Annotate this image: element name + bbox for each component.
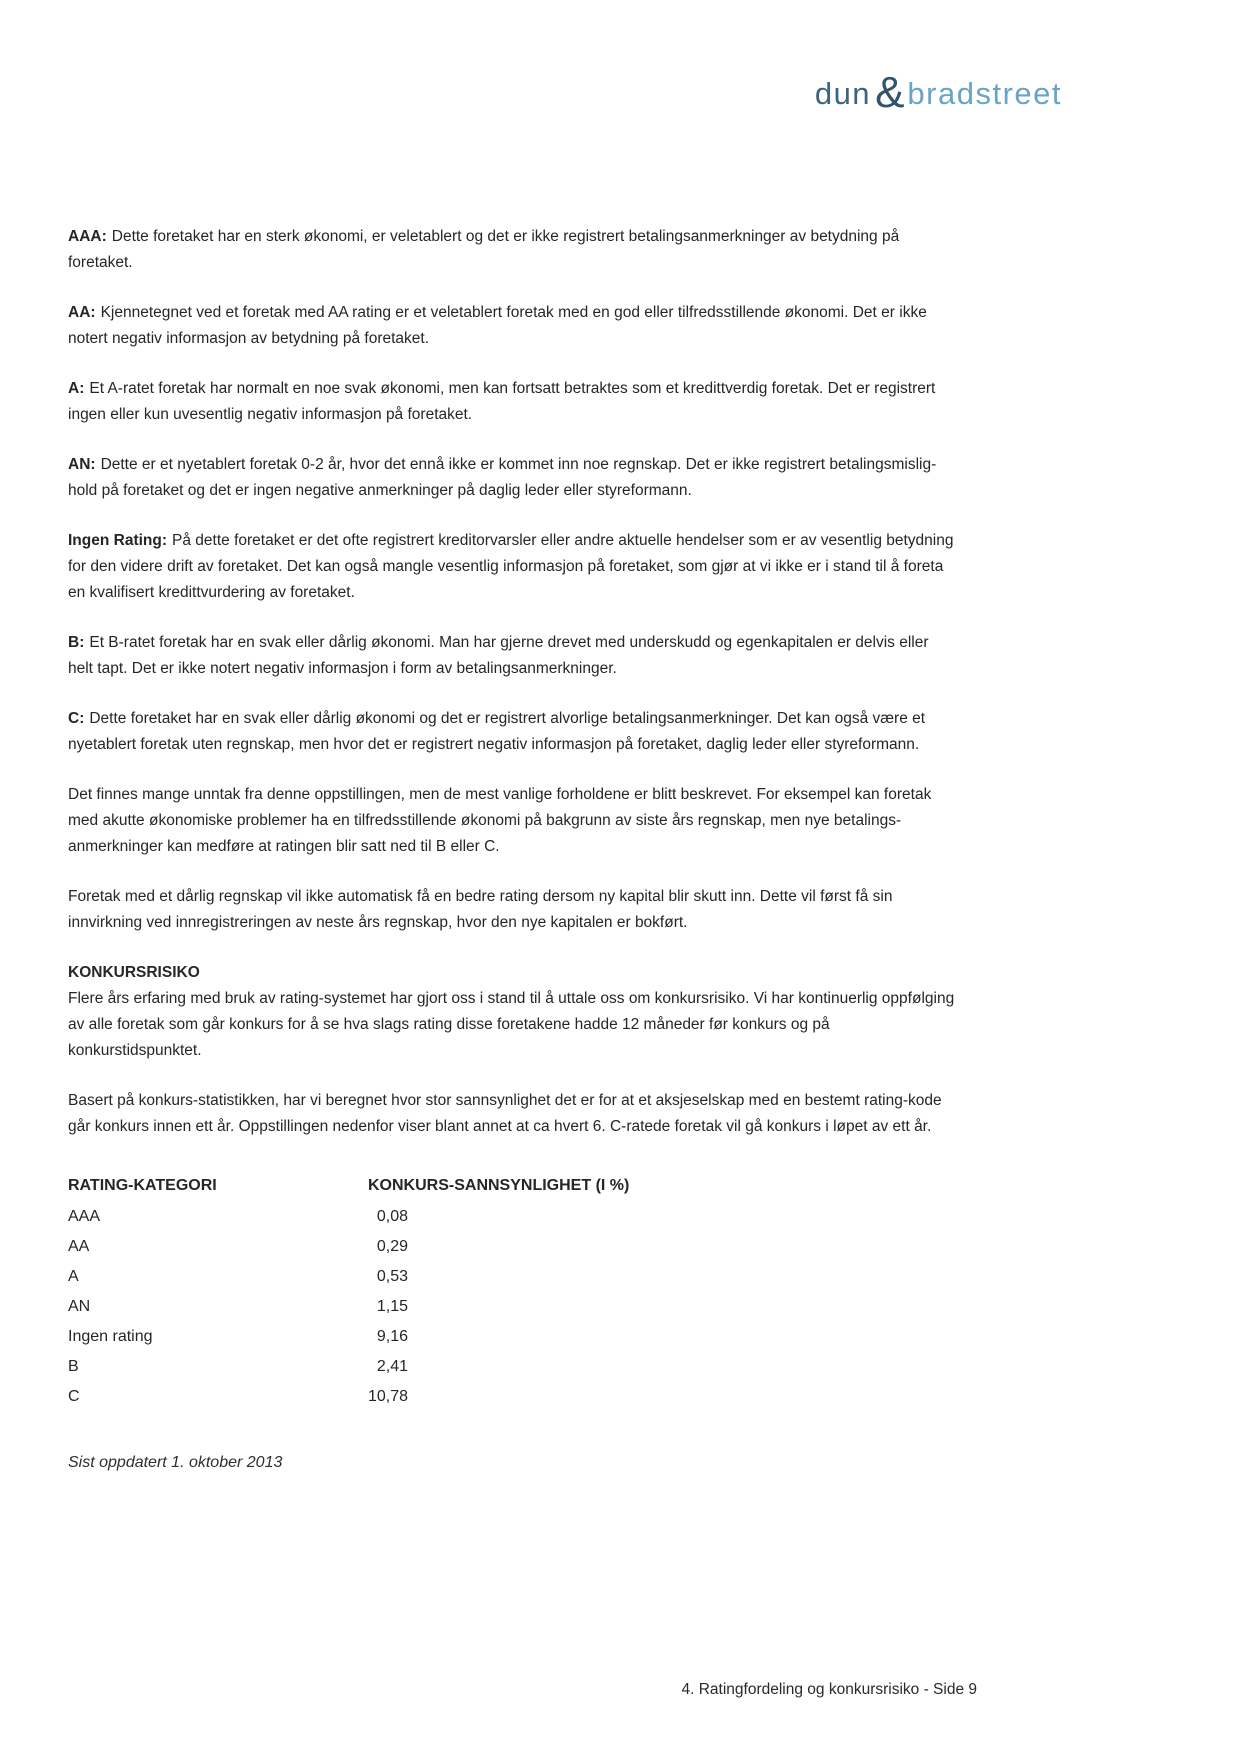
rating-text-c: Dette foretaket har en svak eller dårlig økonomi og det er registrert alvorlige betalingsanmerkninger. Det kan også være et nyetablert foretak uten regnskap, men hvor det er registrert negativ informasjon på foretaket, daglig leder eller styreformann. xyxy=(68,710,926,753)
table-cell-category: AAA xyxy=(68,1208,101,1225)
rating-label-ingen-rating: Ingen Rating: xyxy=(68,532,168,549)
rating-probability-table xyxy=(68,1170,956,1412)
last-updated-note: Sist oppdatert 1. oktober 2013 xyxy=(68,1454,283,1471)
table-row xyxy=(68,1322,956,1352)
rating-label-c: C: xyxy=(68,710,85,727)
table-cell-probability: 0,08 xyxy=(376,1208,408,1225)
table-cell-category: Ingen rating xyxy=(68,1328,153,1345)
rating-label-b: B: xyxy=(68,634,85,651)
rating-text-aaa: Dette foretaket har en sterk økonomi, er veletablert og det er ikke registrert betalingsanmerkninger av betydning på foretaket. xyxy=(68,228,900,271)
table-cell-probability: 10,78 xyxy=(368,1388,409,1405)
table-header-row xyxy=(68,1170,956,1202)
paragraph-konkursrisiko-2: Basert på konkurs-statistikken, har vi beregnet hvor stor sannsynlighet det er for at et aksjeselskap med en bestemt rating-kode går konkurs innen ett år. Oppstillingen nedenfor viser blant annet at ca hvert 6. C-ratede foretak vil gå konkurs i løpet av ett år. xyxy=(68,1092,942,1135)
rating-text-a: Et A-ratet foretak har normalt en noe svak økonomi, men kan fortsatt betraktes som et kredittverdig foretak. Det er registrert ingen eller kun uvesentlig negativ informasjon på foretaket. xyxy=(68,380,936,423)
rating-text-b: Et B-ratet foretak har en svak eller dårlig økonomi. Man har gjerne drevet med underskudd og egenkapitalen er delvis eller helt tapt. Det er ikke notert negativ informasjon i form av betalingsanmerkninger. xyxy=(68,634,929,677)
column-header-konkurs-sannsynlighet: KONKURS-SANNSYNLIGHET (I %) xyxy=(368,1177,630,1194)
paragraph-b xyxy=(68,630,956,682)
paragraph-ingen-rating xyxy=(68,528,956,606)
table-row xyxy=(68,1292,956,1322)
paragraph-konkursrisiko-1: Flere års erfaring med bruk av rating-systemet har gjort oss i stand til å uttale oss om konkursrisiko. Vi har kontinuerlig oppfølging av alle foretak som går konkurs for å se hva slags rating disse foretakene hadde 12 måneder før konkurs og på konkurstidspunktet. xyxy=(68,990,955,1059)
table-row xyxy=(68,1262,956,1292)
paragraph-new-capital xyxy=(68,884,956,936)
logo-text-bradstreet: bradstreet xyxy=(907,76,1062,111)
table-cell-probability: 0,53 xyxy=(376,1268,408,1285)
table-row xyxy=(68,1352,956,1382)
paragraph-aaa xyxy=(68,224,956,276)
rating-text-an: Dette er et nyetablert foretak 0-2 år, hvor det ennå ikke er kommet inn noe regnskap. Det er ikke registrert betalingsmislig- hold på foretaket og det er ingen negative anmerkninger på daglig leder eller styreformann. xyxy=(68,456,937,499)
section-heading-konkursrisiko: KONKURSRISIKO xyxy=(68,964,200,981)
paragraph-aa xyxy=(68,300,956,352)
table-row xyxy=(68,1382,956,1412)
table-cell-probability: 9,16 xyxy=(376,1328,408,1345)
rating-text-ingen-rating: På dette foretaket er det ofte registrert kreditorvarsler eller andre aktuelle hendelser som er av vesentlig betydning for den videre drift av foretaket. Det kan også mangle vesentlig informasjon på foretaket, som gjør at vi ikke er i stand til å foreta en kvalifisert kredittvurdering av foretaket. xyxy=(68,532,954,601)
table-cell-category: AA xyxy=(68,1238,90,1255)
paragraph-an xyxy=(68,452,956,504)
document-body xyxy=(68,224,956,1472)
rating-label-aaa: AAA: xyxy=(68,228,107,245)
paragraph-exceptions xyxy=(68,782,956,860)
table-cell-probability: 0,29 xyxy=(376,1238,408,1255)
paragraph-exceptions-text: Det finnes mange unntak fra denne oppstillingen, men de mest vanlige forholdene er blitt beskrevet. For eksempel kan foretak med akutte økonomiske problemer ha en tilfredsstillende økonomi på bakgrunn av siste års regnskap, men nye betalings- anmerkninger kan medføre at ratingen blir satt ned til B eller C. xyxy=(68,786,932,855)
page-footer: 4. Ratingfordeling og konkursrisiko - Side 9 xyxy=(681,1681,977,1698)
rating-text-aa: Kjennetegnet ved et foretak med AA rating er et veletablert foretak med en god eller tilfredsstillende økonomi. Det er ikke notert negativ informasjon av betydning på foretaket. xyxy=(68,304,927,347)
logo-text-dun: dun xyxy=(814,76,872,111)
dun-bradstreet-logo xyxy=(814,68,1062,117)
table-cell-category: A xyxy=(68,1268,79,1285)
rating-label-an: AN: xyxy=(68,456,96,473)
table-cell-probability: 2,41 xyxy=(376,1358,408,1375)
column-header-rating-kategori: RATING-KATEGORI xyxy=(68,1177,217,1194)
table-row xyxy=(68,1232,956,1262)
table-cell-category: AN xyxy=(68,1298,91,1315)
table-row xyxy=(68,1202,956,1232)
rating-label-aa: AA: xyxy=(68,304,96,321)
table-cell-probability: 1,15 xyxy=(376,1298,408,1315)
paragraph-a xyxy=(68,376,956,428)
table-cell-category: C xyxy=(68,1388,80,1405)
ampersand-icon: & xyxy=(875,68,905,117)
rating-label-a: A: xyxy=(68,380,85,397)
table-cell-category: B xyxy=(68,1358,79,1375)
paragraph-new-capital-text: Foretak med et dårlig regnskap vil ikke automatisk få en bedre rating dersom ny kapital blir skutt inn. Dette vil først få sin innvirkning ved innregistreringen av neste års regnskap, hvor den nye kapitalen er bokført. xyxy=(68,888,893,931)
paragraph-c xyxy=(68,706,956,758)
